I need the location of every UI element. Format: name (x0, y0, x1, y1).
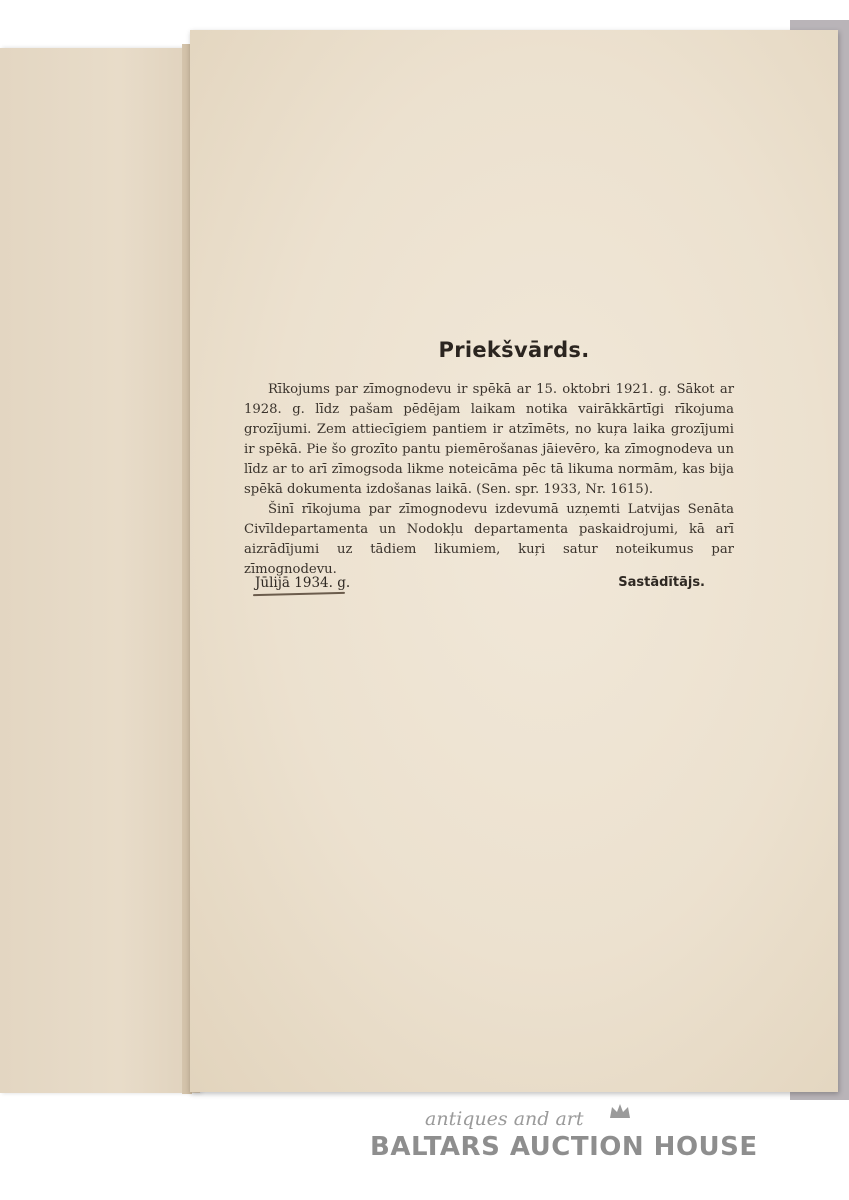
date-text: Jūlijā 1934. g. (255, 575, 351, 591)
crown-icon (608, 1102, 632, 1122)
book-cover-strip (0, 48, 200, 1093)
watermark-name: BALTARS AUCTION HOUSE (370, 1132, 758, 1162)
preface-paragraph: Rīkojums par zīmognodevu ir spēkā ar 15. oktobri 1921. g. Sākot ar 1928. g. līdz pašam pēdējam laikam notika vairākkārtīgi rīkojuma grozījumi. Zem attiecīgiem pantiem ir atzīmēts, no kuŗa laika grozījumi ir spēkā. Pie šo grozīto pantu piemērošanas jāievēro, ka zīmognodeva un līdz ar to arī zīmogsoda likme noteicāma pēc tā likuma normām, kas bija spēkā dokumenta izdošanas laikā. (Sen. spr. 1933, Nr. 1615). (244, 382, 734, 497)
page-heading: Priekšvārds. (438, 338, 590, 362)
auction-watermark (370, 1108, 770, 1188)
signer-text: Sastādītājs. (618, 575, 705, 590)
pencil-underline (253, 592, 345, 596)
signature-row (255, 575, 705, 599)
preface-text (244, 380, 734, 580)
watermark-tagline: antiques and art (425, 1108, 584, 1130)
preface-paragraph: Šinī rīkojuma par zīmognodevu izdevumā uzņemti Latvijas Senāta Civīldepartamenta un Nodokļu departamenta paskaidrojumi, kā arī aizrādījumi uz tādiem likumiem, kuŗi satur noteikumus par zīmognodevu. (244, 502, 734, 577)
